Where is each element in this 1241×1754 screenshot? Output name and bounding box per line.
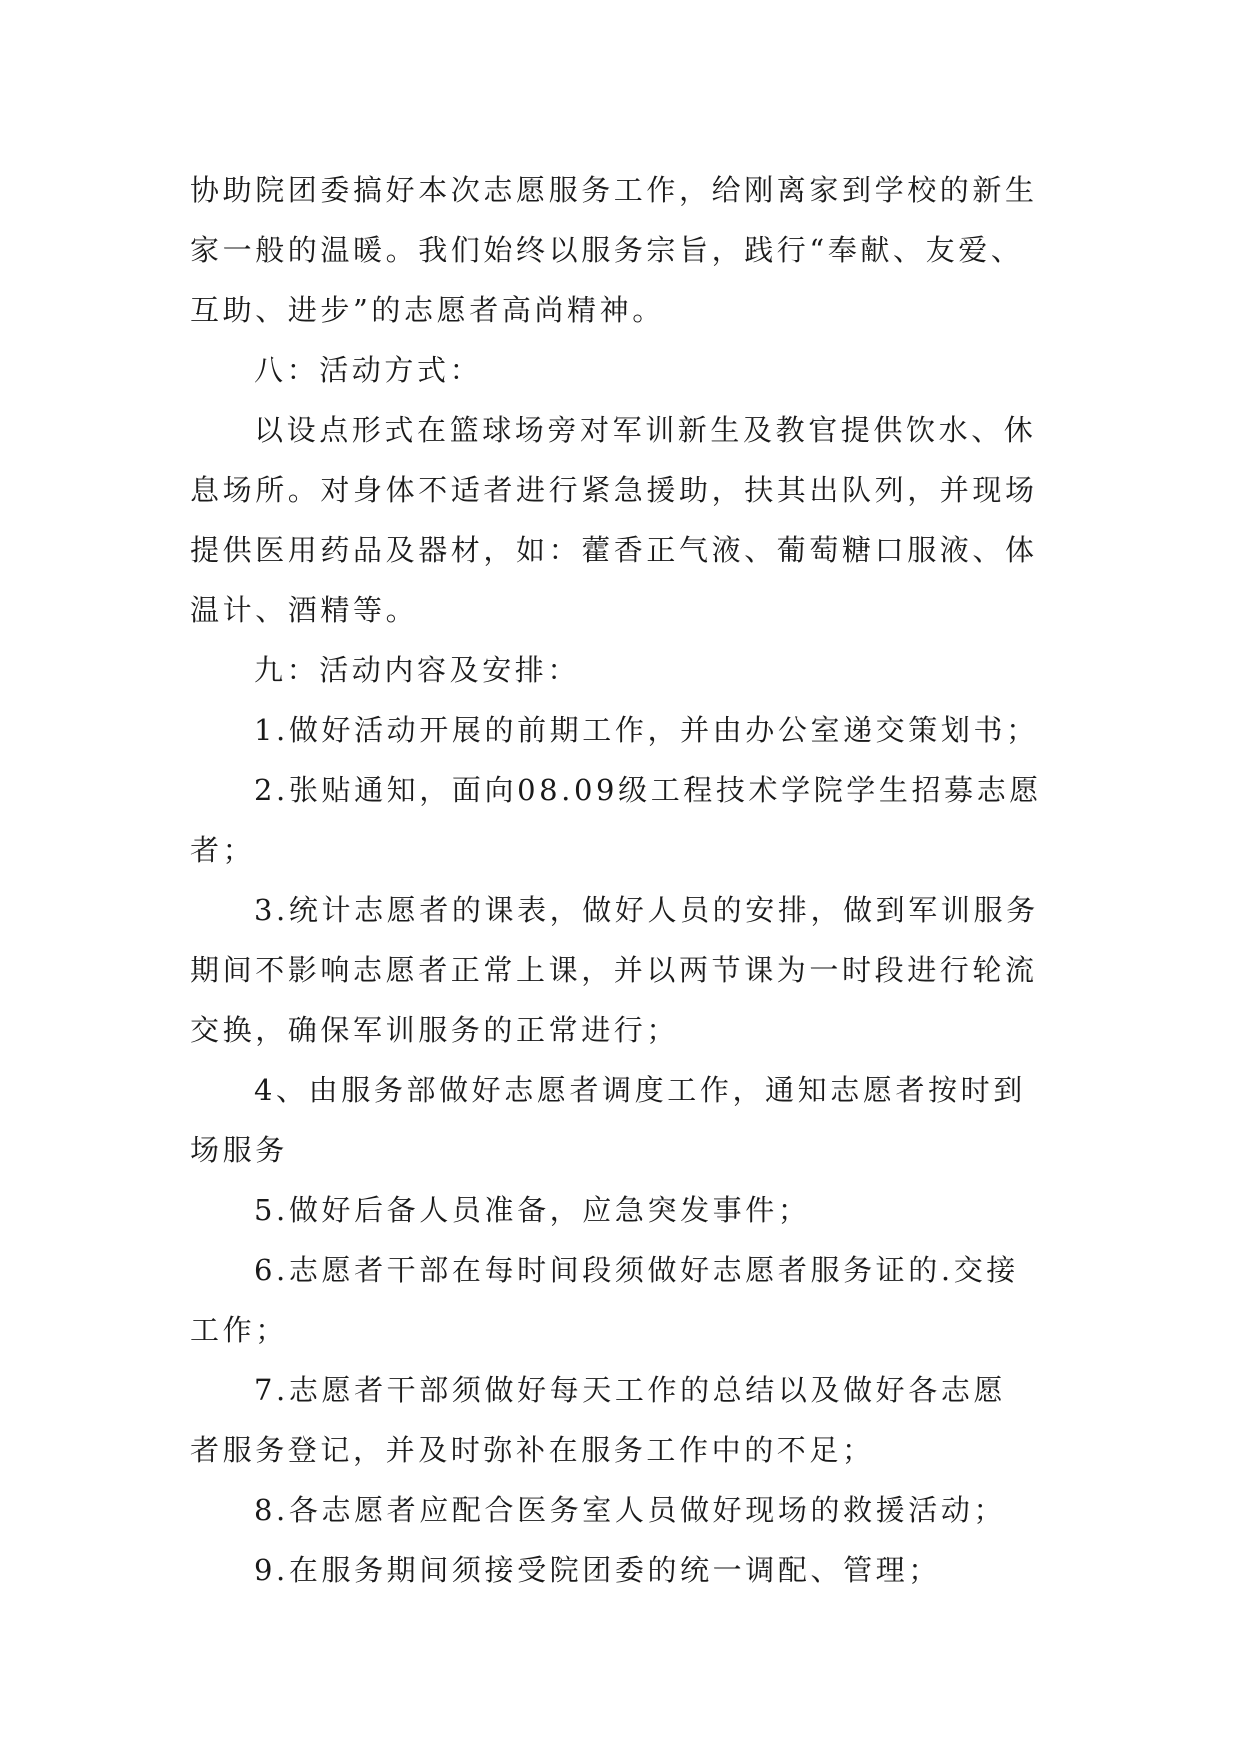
text-line: 家一般的温暖。我们始终以服务宗旨，践行“奉献、友爱、 (190, 233, 1024, 267)
text-line: 提供医用药品及器材，如：藿香正气液、葡萄糖口服液、体 (190, 533, 1038, 567)
text-line: 期间不影响志愿者正常上课，并以两节课为一时段进行轮流 (190, 953, 1038, 987)
text-line: 以设点形式在篮球场旁对军训新生及教官提供饮水、休 (254, 413, 1037, 447)
text-line: 工作； (190, 1313, 288, 1347)
text-line: 息场所。对身体不适者进行紧急援助，扶其出队列，并现场 (190, 473, 1038, 507)
text-line: 互助、进步”的志愿者高尚精神。 (190, 293, 665, 327)
list-item-1: 1.做好活动开展的前期工作，并由办公室递交策划书； (254, 713, 1039, 747)
text-line: 者； (190, 833, 256, 867)
list-item-8: 8.各志愿者应配合医务室人员做好现场的救援活动； (254, 1493, 1007, 1527)
list-item-7: 7.志愿者干部须做好每天工作的总结以及做好各志愿 (254, 1373, 1007, 1407)
list-item-5: 5.做好后备人员准备，应急突发事件； (254, 1193, 811, 1227)
text-line: 温计、酒精等。 (190, 593, 419, 627)
list-item-9: 9.在服务期间须接受院团委的统一调配、管理； (254, 1553, 941, 1587)
text-line: 交换，确保军训服务的正常进行； (190, 1013, 680, 1047)
section-heading-activity-content: 九：活动内容及安排： (254, 653, 581, 687)
list-item-6: 6.志愿者干部在每时间段须做好志愿者服务证的.交接 (254, 1253, 1019, 1287)
text-line: 者服务登记，并及时弥补在服务工作中的不足； (190, 1433, 875, 1467)
section-heading-activity-method: 八：活动方式： (254, 353, 483, 387)
text-line: 场服务 (190, 1133, 288, 1167)
list-item-4: 4、由服务部做好志愿者调度工作，通知志愿者按时到 (254, 1073, 1026, 1107)
list-item-2: 2.张贴通知，面向08.09级工程技术学院学生招募志愿 (254, 773, 1042, 807)
document-body (190, 160, 1070, 1600)
list-item-3: 3.统计志愿者的课表，做好人员的安排，做到军训服务 (254, 893, 1039, 927)
text-line: 协助院团委搞好本次志愿服务工作，给刚离家到学校的新生 (190, 173, 1038, 207)
